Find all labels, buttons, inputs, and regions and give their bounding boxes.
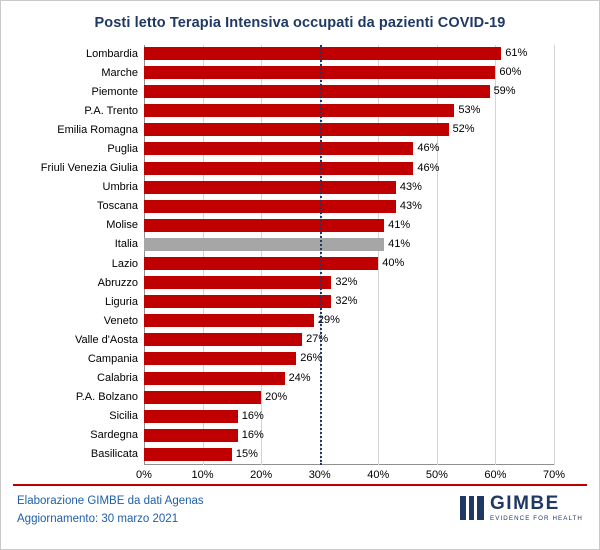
category-label: Sicilia [109, 410, 138, 423]
bar-value-label: 61% [505, 47, 528, 59]
bar [144, 181, 396, 194]
bar-row [74, 331, 554, 350]
bar [144, 429, 238, 442]
bar-row [57, 121, 554, 140]
category-label: Friuli Venezia Giulia [40, 162, 138, 175]
bar-row [97, 198, 554, 217]
gimbe-logo-icon [460, 496, 484, 520]
bar-value-label: 29% [317, 314, 340, 327]
bar [144, 85, 490, 98]
footer-source: Elaborazione GIMBE da dati Agenas [17, 495, 204, 507]
category-label: Umbria [102, 181, 138, 194]
bar [144, 47, 501, 60]
bar [144, 238, 384, 251]
bar-row [91, 83, 554, 102]
bar-value-label: 27% [306, 333, 329, 346]
bar-value-label: 60% [499, 66, 522, 79]
bar-value-label: 20% [265, 390, 288, 403]
x-tick-label: 40% [367, 469, 390, 481]
bar-value-label: 43% [399, 180, 422, 193]
category-label: Toscana [97, 200, 138, 213]
footer [1, 490, 599, 550]
footer-divider [13, 484, 587, 486]
category-label: Emilia Romagna [57, 123, 138, 136]
bar [144, 104, 454, 117]
bar-row [87, 350, 554, 369]
category-label: Abruzzo [97, 276, 138, 289]
category-label: Calabria [97, 372, 138, 385]
bar [144, 123, 449, 136]
bar-value-label: 40% [382, 257, 405, 269]
bar [144, 410, 238, 423]
bar-row [114, 236, 554, 255]
bar-row [97, 274, 554, 293]
bar [144, 391, 261, 404]
bar-value-label: 41% [388, 237, 411, 250]
bar-row [101, 64, 554, 83]
x-tick-label: 30% [308, 469, 331, 481]
category-label: P.A. Trento [84, 104, 138, 117]
category-label: Veneto [103, 314, 138, 327]
bar-row [104, 293, 554, 312]
category-label: Valle d'Aosta [74, 333, 138, 346]
category-label: Lazio [111, 257, 138, 270]
bar [144, 257, 378, 270]
gimbe-logo [460, 494, 583, 522]
bar-row [90, 446, 554, 465]
bar-value-label: 43% [399, 199, 422, 212]
x-tick-label: 10% [191, 469, 214, 481]
bar-row [107, 140, 554, 159]
bar-value-label: 16% [241, 428, 264, 441]
bar-value-label: 52% [452, 123, 475, 136]
category-label: Puglia [107, 142, 138, 155]
category-label: Campania [87, 352, 138, 365]
logo-tagline: EVIDENCE FOR HEALTH [490, 515, 583, 522]
bar-row [106, 217, 554, 236]
bar [144, 162, 413, 175]
bar-value-label: 46% [417, 142, 440, 155]
bar [144, 448, 232, 461]
x-tick-label: 50% [425, 469, 448, 481]
category-label: Lombardia [86, 47, 138, 60]
bar [144, 142, 413, 155]
x-tick-label: 20% [250, 469, 273, 481]
bar-row [84, 102, 554, 121]
footer-update: Aggiornamento: 30 marzo 2021 [17, 513, 179, 525]
category-label: Sardegna [90, 429, 138, 442]
bar-row [111, 255, 554, 274]
plot-area [40, 45, 566, 481]
x-tick-label: 60% [484, 469, 507, 481]
bar [144, 333, 302, 346]
threshold-line [320, 45, 322, 465]
bar-row [75, 389, 554, 408]
bar [144, 314, 314, 327]
bar [144, 372, 285, 385]
bar-row [97, 370, 554, 389]
bar [144, 219, 384, 232]
bar-value-label: 32% [335, 276, 358, 289]
bar [144, 276, 331, 289]
category-label: Marche [101, 66, 138, 79]
bar-value-label: 16% [241, 409, 264, 422]
category-label: Liguria [104, 295, 138, 308]
x-tick-label: 0% [136, 469, 152, 481]
gimbe-logo-text [490, 494, 583, 522]
bar-row [90, 427, 554, 446]
bar-value-label: 24% [288, 371, 311, 384]
bar-row [109, 408, 554, 427]
bar-row [102, 179, 554, 198]
bar-value-label: 26% [300, 352, 323, 365]
bar-value-label: 32% [335, 295, 358, 308]
category-label: Molise [106, 219, 138, 232]
bar-value-label: 15% [235, 447, 258, 460]
bar [144, 295, 331, 308]
x-tick-label: 70% [542, 469, 566, 481]
bar-value-label: 41% [388, 218, 411, 231]
logo-name: GIMBE [490, 493, 560, 514]
bar [144, 200, 396, 213]
bar-row [86, 45, 554, 64]
page-title: Posti letto Terapia Intensiva occupati da pazienti COVID-19 [94, 15, 506, 31]
bar-row [103, 312, 554, 331]
category-label: Piemonte [91, 85, 138, 98]
bar-row [40, 160, 554, 179]
bar-value-label: 46% [417, 161, 440, 174]
bar [144, 352, 296, 365]
category-label: P.A. Bolzano [75, 391, 138, 404]
category-label: Italia [114, 238, 138, 251]
category-label: Basilicata [90, 448, 138, 461]
gridline [554, 45, 555, 465]
bar-value-label: 59% [493, 85, 516, 98]
bar-value-label: 53% [458, 104, 481, 117]
